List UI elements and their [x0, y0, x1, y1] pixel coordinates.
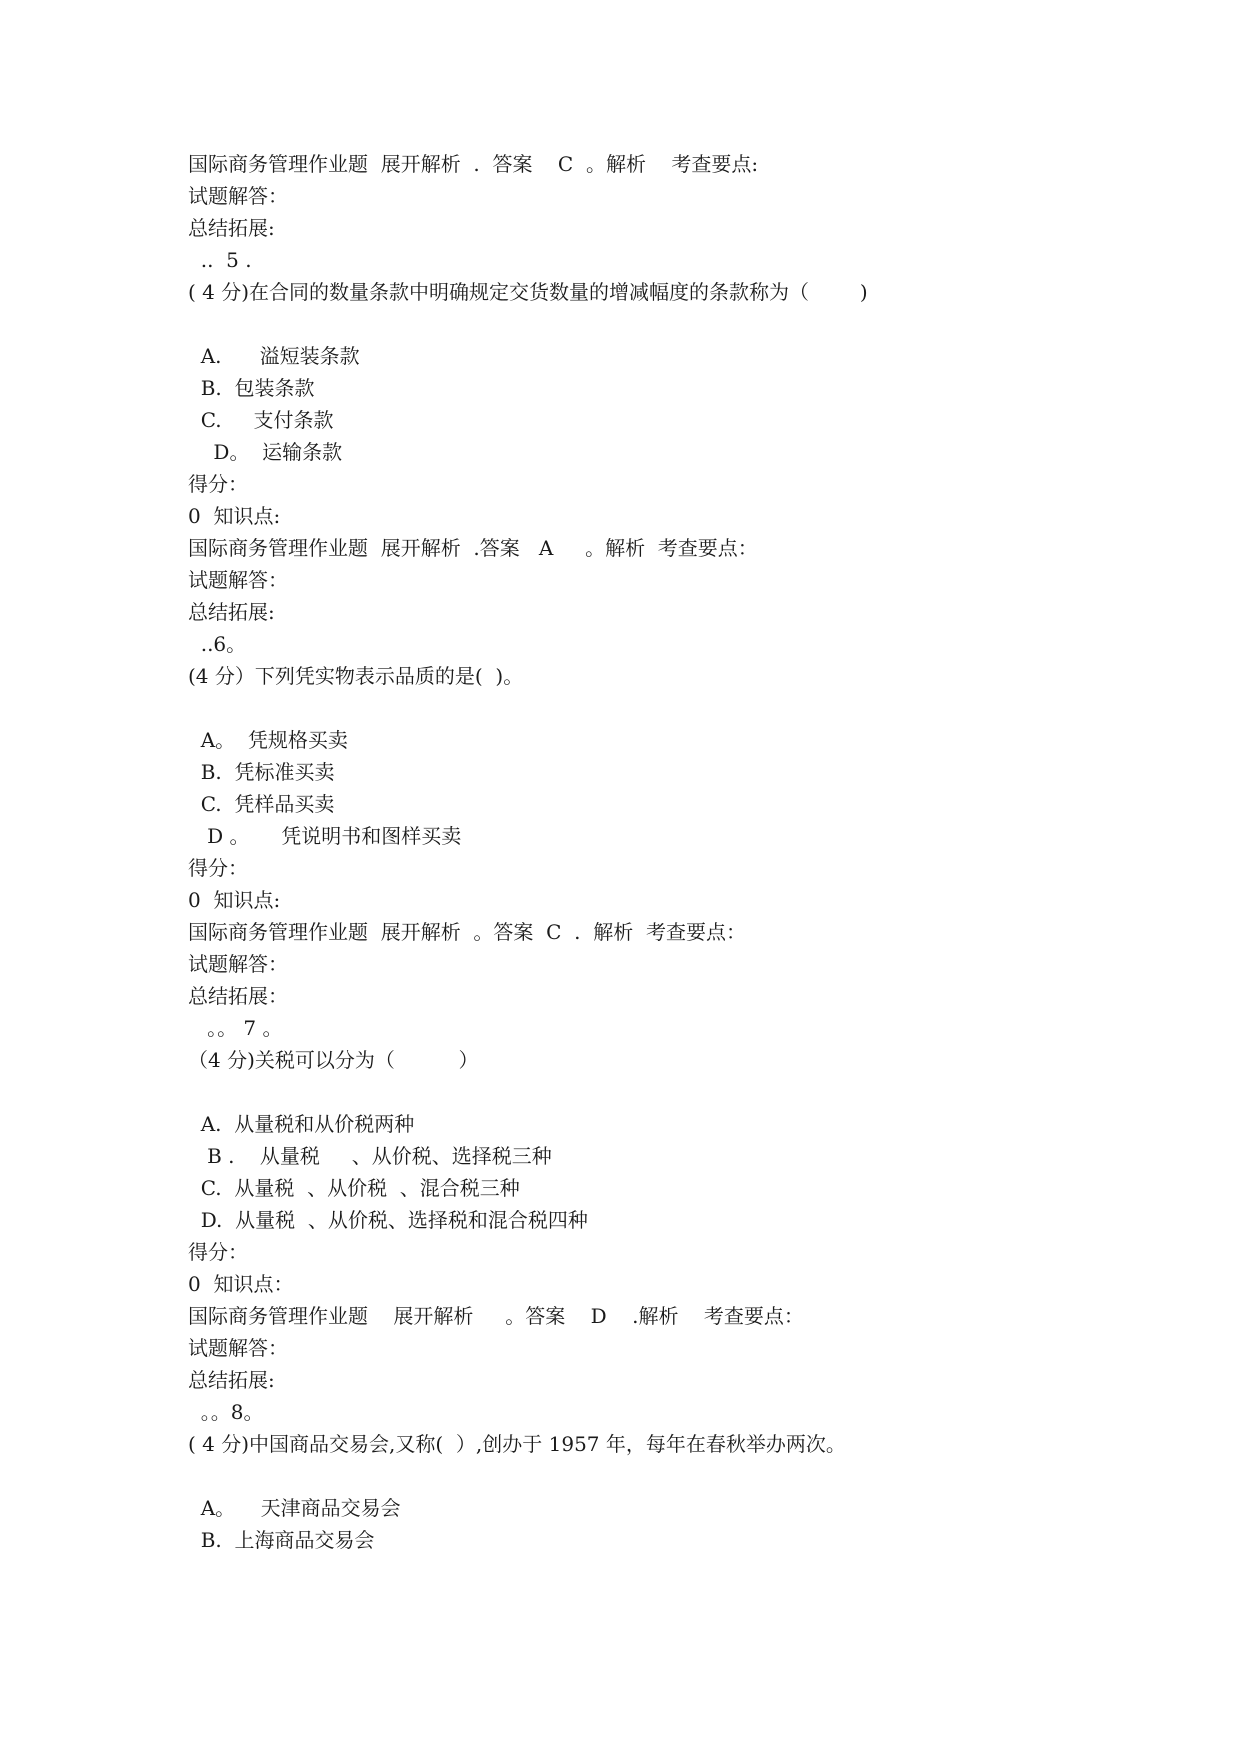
text-line: 。。8。: [188, 1400, 264, 1424]
option-text: A。 凭规格买卖: [188, 728, 348, 752]
text-line: 国际商务管理作业题 展开解析 。答案 D .解析 考查要点：: [188, 1304, 804, 1328]
option-text: B . 从量税 、从价税、选择税三种: [188, 1144, 552, 1168]
option-text: A. 从量税和从价税两种: [188, 1112, 415, 1136]
option-text: C. 从量税 、从价税 、混合税三种: [188, 1176, 520, 1200]
text-line: 总结拓展:: [188, 1368, 275, 1392]
text-line: 总结拓展:: [188, 216, 275, 240]
text-line: 得分：: [188, 1240, 248, 1264]
option-text: A. 溢短装条款: [188, 344, 360, 368]
option-text: B. 凭标准买卖: [188, 760, 335, 784]
question-text: （4 分)关税可以分为（ ）: [188, 1048, 479, 1072]
option-text: C. 支付条款: [188, 408, 334, 432]
option-text: B. 包装条款: [188, 376, 315, 400]
text-line: 0 知识点:: [188, 504, 281, 528]
text-line: 得分：: [188, 472, 248, 496]
text-line: 国际商务管理作业题 展开解析 。答案 C . 解析 考查要点：: [188, 920, 746, 944]
text-line: 试题解答：: [188, 952, 288, 976]
text-line: 总结拓展:: [188, 600, 275, 624]
text-line: ..6。: [188, 632, 247, 656]
text-line: 0 知识点:: [188, 888, 281, 912]
option-text: D。 运输条款: [188, 440, 343, 464]
question-text: ( 4 分)在合同的数量条款中明确规定交货数量的增减幅度的条款称为（ ): [188, 280, 868, 304]
text-line: 试题解答：: [188, 568, 288, 592]
text-line: 国际商务管理作业题 展开解析 . 答案 C 。解析 考查要点:: [188, 152, 759, 176]
text-line: 0 知识点：: [188, 1272, 294, 1296]
option-text: B. 上海商品交易会: [188, 1528, 375, 1552]
text-line: .. 5 .: [188, 248, 252, 272]
text-line: 得分：: [188, 856, 248, 880]
question-text: ( 4 分)中国商品交易会,又称( ）,创办于 1957 年，每年在春秋举办两次。: [188, 1432, 846, 1456]
text-line: 总结拓展：: [188, 984, 288, 1008]
option-text: D 。 凭说明书和图样买卖: [188, 824, 462, 848]
text-line: 。。 7 。: [188, 1016, 283, 1040]
option-text: A。 天津商品交易会: [188, 1496, 401, 1520]
text-line: 试题解答：: [188, 184, 288, 208]
option-text: D. 从量税 、从价税、选择税和混合税四种: [188, 1208, 588, 1232]
question-text: (4 分）下列凭实物表示品质的是( )。: [188, 664, 524, 688]
text-line: 国际商务管理作业题 展开解析 .答案 A 。解析 考查要点：: [188, 536, 758, 560]
text-line: 试题解答：: [188, 1336, 288, 1360]
option-text: C. 凭样品买卖: [188, 792, 335, 816]
